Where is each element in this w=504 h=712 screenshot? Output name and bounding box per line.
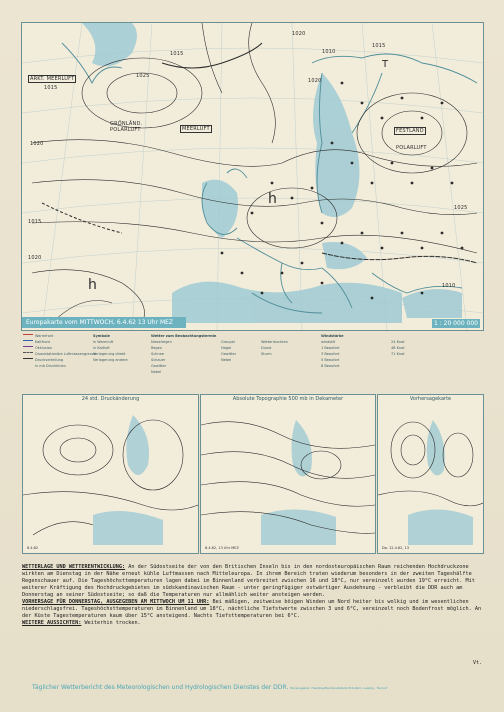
isobar-value: 1015 <box>28 219 42 225</box>
airmass-label: GRÖNLÄND. POLARLUFT <box>110 121 143 133</box>
legend-header: Wetter zum Beobachtungstermin <box>151 334 217 338</box>
legend-item: 3 Beaufort <box>321 352 340 356</box>
legend-item: Sturm <box>261 352 272 356</box>
report-heading: WEITERE AUSSICHTEN: <box>22 620 82 626</box>
europe-map <box>21 22 484 331</box>
isobar-value: 1010 <box>322 49 336 55</box>
topography-drawing <box>201 395 375 553</box>
legend-weather-3 <box>261 339 288 357</box>
legend-item: Gewitter <box>151 364 167 368</box>
legend-item: Verlagerung direkt <box>93 352 126 356</box>
legend-wind <box>321 333 344 369</box>
legend-item: Nebel <box>221 358 232 362</box>
legend-fronts <box>23 333 96 369</box>
weather-report <box>22 564 484 627</box>
legend-item: in Kaltluft <box>93 346 110 350</box>
legend-item: Verlagerung andere <box>93 358 128 362</box>
forecast-map <box>377 394 484 554</box>
report-forecast <box>22 599 484 620</box>
legend-weather <box>151 333 216 375</box>
legend-item: Dunst <box>261 346 272 350</box>
isobar-value: 1020 <box>308 78 322 84</box>
kaltfront-icon <box>23 340 33 344</box>
isobar-value: 1015 <box>170 51 184 57</box>
topography-map <box>200 394 376 554</box>
boundary-icon <box>23 352 33 356</box>
map-scale: 1 : 20 000 000 <box>433 320 478 327</box>
isobar-value: 1015 <box>44 85 58 91</box>
legend-item: Schauer <box>151 358 166 362</box>
legend-item: Regen <box>151 346 163 350</box>
airmass-label: MEERLUFT <box>182 126 210 132</box>
legend-item: Kaltfront <box>35 340 51 344</box>
report-outlook <box>22 620 484 627</box>
pressure-change-map <box>22 394 199 554</box>
report-body: Bei mäßigen, zeitweise böigen Winden um Nord heiter bis wolkig und im wesentlichen niederschlagsfrei. Tageshöchsttemperaturen im Binnenland um 18°C, nächtliche Tiefstwerte zwischen 3 und 6°C, vereinzelt noch Bodenfrost möglich. An der Küste Tagestemperaturen kaum über 15°C ansteigend. Nachts Tiefsttemperaturen bei 6°C. <box>22 599 482 619</box>
isobar-value: 1025 <box>454 205 468 211</box>
publication-footer <box>32 684 472 691</box>
footer-title: Täglicher Wetterbericht des Meteorologischen und Hydrologischen Dienstes der DDR. <box>32 684 289 691</box>
footer-small: Herausgeber: Hauptwetterdienststelle Potsdam, Leipzig · Fernruf <box>290 686 388 690</box>
airmass-label: FESTLAND <box>396 128 424 134</box>
forecast-drawing <box>378 395 483 553</box>
isobar-value: 1025 <box>136 73 150 79</box>
legend-header: Windstärke <box>321 334 344 338</box>
map-caption: Europakarte vom MITTWOCH, 6.4.62 13 Uhr MEZ <box>22 317 186 328</box>
legend-item: windstill <box>321 340 336 344</box>
okklusion-icon <box>23 346 33 350</box>
airmass-label: POLARLUFT <box>396 145 427 151</box>
isobar-value: 1015 <box>372 43 386 49</box>
isobar-value: 1010 <box>442 283 456 289</box>
small-map-date: 6.4.62 <box>27 546 39 550</box>
isobar-value: 1020 <box>292 31 306 37</box>
small-map-title: 24 std. Druckänderung <box>23 396 198 402</box>
high-pressure-marker: h <box>88 277 98 293</box>
small-map-title: Vorhersagekarte <box>378 396 483 402</box>
small-map-date: 6.4.62, 13 Uhr MEZ <box>205 546 239 550</box>
legend-item: in Warmluft <box>93 340 114 344</box>
legend-item: 1 Beaufort <box>321 346 340 350</box>
legend-item: Wetterleuchten <box>261 340 288 344</box>
map-legend <box>21 330 482 387</box>
legend-item: 48 Knot <box>391 346 405 350</box>
isobar-value: 1020 <box>30 141 44 147</box>
spacer-icon <box>23 365 33 368</box>
report-signature: Vt. <box>472 660 482 666</box>
pressure-change-drawing <box>23 395 198 553</box>
isobar-icon <box>23 358 33 362</box>
legend-item: Nebel <box>151 370 162 374</box>
small-map-date: Do. 12.4.62, 13 <box>382 546 410 550</box>
legend-header: Symbole <box>93 334 110 338</box>
legend-item: Warmfront <box>35 334 54 338</box>
legend-item: Nieselregen <box>151 340 172 344</box>
report-situation <box>22 564 484 599</box>
warmfront-icon <box>23 334 33 338</box>
report-body: Weiterhin trocken. <box>84 620 141 626</box>
legend-item: Graupel <box>221 340 235 344</box>
legend-weather-2 <box>221 339 236 363</box>
legend-item: 24 Knot <box>391 340 405 344</box>
low-pressure-marker: T <box>382 59 389 70</box>
airmass-label: ARKT. MEERLUFT <box>30 76 75 82</box>
report-body: An der Südostseite der von den Britischen Inseln bis in den nordosteuropäischen Raum reichenden Hochdruckzone wirkten am Dienstag in der Nähe erneut kühle Luftmassen nach Mitteleuropa. In ihrem Bereich traten wiederum besonders in der zweiten Tageshälfte Regenschauer auf. Die Tageshöchsttemperaturen lagen dabei im Binnenland verbreitet zwischen 16 und 18°C, nur vereinzelt wurden 19°C erreicht. Mit weiterer Kräftigung des Hochdruckgebietes im südskandinavischen Raum - unter geringfügiger ostwärtiger Ausdehnung - verbleibt die DDR auch am Donnerstag an seiner Südostseite; so daß die Temperaturen nur allmählich weiter ansteigen werden. <box>22 564 475 598</box>
legend-item: in mb Drucklinien <box>35 364 66 368</box>
legend-item: 71 Knot <box>391 352 405 356</box>
high-pressure-marker: h <box>268 191 278 207</box>
legend-item: 8 Beaufort <box>321 364 340 368</box>
legend-item: Quasistationäre Luftmassengrenze <box>35 352 96 356</box>
legend-item: 5 Beaufort <box>321 358 340 362</box>
isobar-value: 1020 <box>28 255 42 261</box>
legend-wind-2 <box>391 339 405 357</box>
report-heading: WETTERLAGE UND WETTERENTWICKLUNG: <box>22 564 126 570</box>
legend-item: Gewitter <box>221 352 237 356</box>
legend-symbols <box>93 333 128 363</box>
small-map-title: Absolute Topographie 500 mb in Dekameter <box>201 396 375 402</box>
legend-item: Schnee <box>151 352 164 356</box>
legend-item: Okklusion <box>35 346 53 350</box>
legend-item: Druckverteilung <box>35 358 64 362</box>
legend-item: Hagel <box>221 346 232 350</box>
report-heading: VORHERSAGE FÜR DONNERSTAG, AUSGEGEBEN AM MITTWOCH UM 11 UHR: <box>22 599 210 605</box>
